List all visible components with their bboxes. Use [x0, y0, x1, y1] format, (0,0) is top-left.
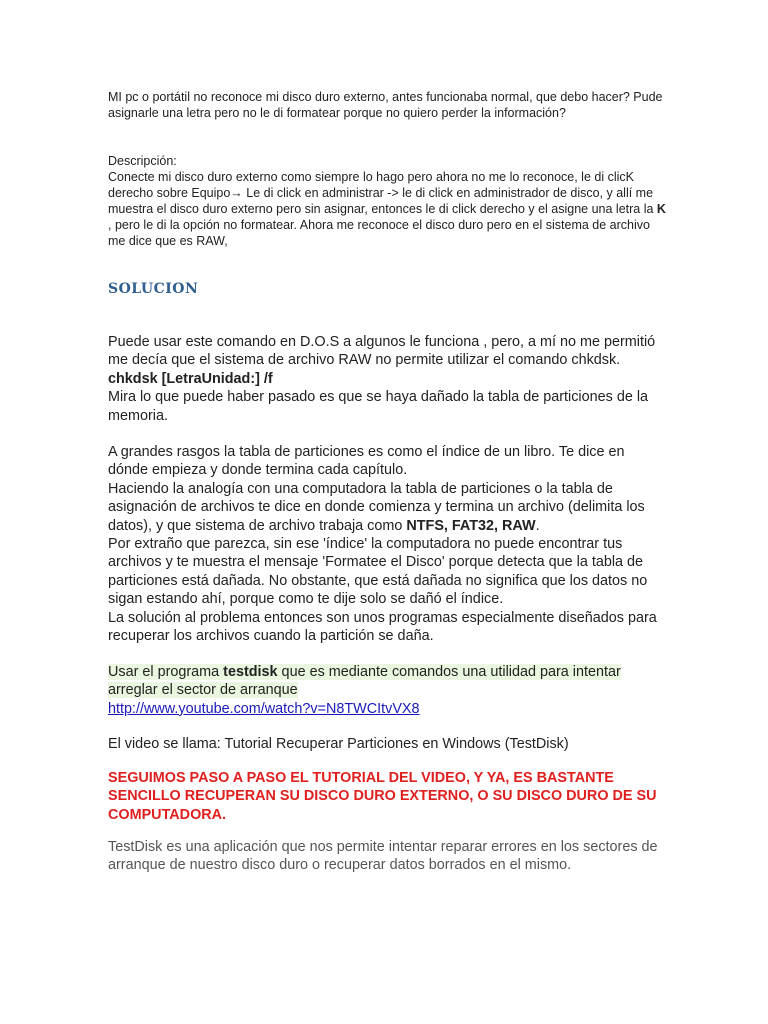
chkdsk-command [108, 370, 668, 388]
paragraph-index: A grandes rasgos la tabla de particiones es como el índice de un libro. Te dice en dónde empieza y donde termina cada capítulo. [108, 444, 625, 479]
question-paragraph: MI pc o portátil no reconoce mi disco duro externo, antes funcionaba normal, que debo hacer? Pude asignarle una letra pero no le di formatear porque no quiero perder la información? [108, 90, 663, 120]
description-paragraph [108, 169, 668, 249]
youtube-link[interactable]: http://www.youtube.com/watch?v=N8TWCItvVX8 [108, 700, 420, 717]
analogy-end: . [535, 517, 540, 534]
paragraph-format: Por extraño que parezca, sin ese 'índice' la computadora no puede encontrar tus archivos y te muestra el mensaje 'Formatee el Disco' porque detecta que la tabla de particiones está dañada. No obstante, que está dañada no significa que los datos no sigan estando ahí, porque como te dije solo se dañó el índice. [108, 536, 648, 608]
testdisk-name: testdisk [223, 664, 278, 680]
spacer [108, 425, 668, 443]
solution-body [108, 333, 668, 646]
description-section [108, 153, 668, 249]
solution-title: SOLUCION [108, 281, 199, 297]
paragraph-dos: Puede usar este comando en D.O.S a algunos le funciona , pero, a mí no me permitió me decía que el sistema de archivo RAW no permite utilizar el comando chkdsk. [108, 334, 656, 369]
description-text-1: Conecte mi disco duro externo como siempre lo hago pero ahora no me lo reconoce, le di clicK derecho sobre Equipo→ Le di click en administrar -> le di click en administrador de disco, y allí me muestra el disco duro externo pero sin asignar, entonces le di click derecho y el asigne una letra la [108, 170, 657, 216]
paragraph-analogy [108, 480, 668, 535]
video-title: El video se llama: Tutorial Recuperar Particiones en Windows (TestDisk) [108, 736, 569, 752]
highlight-text-2: que es mediante comandos una utilidad para intentar arreglar el sector de arranque [108, 664, 621, 699]
drive-letter: K [656, 202, 666, 216]
analogy-text: Haciendo la analogía con una computadora la tabla de particiones o la tabla de asignación de archivos te dice en donde comienza y termina un archivo (delimita los datos), y que sistema de archivo trabaja como [108, 480, 645, 534]
paragraph-damage: Mira lo que puede haber pasado es que se haya dañado la tabla de particiones de la memoria. [108, 389, 649, 424]
red-note: SEGUIMOS PASO A PASO EL TUTORIAL DEL VIDEO, Y YA, ES BASTANTE SENCILLO RECUPERAN SU DISCO DURO EXTERNO, O SU DISCO DURO DE SU COMPUTADORA. [108, 770, 657, 823]
testdisk-highlight [108, 663, 668, 700]
description-text-2: , pero le di la opción no formatear. Ahora me reconoce el disco duro pero en el sistema de archivo me dice que es RAW, [108, 218, 650, 248]
description-label: Descripción: [108, 154, 177, 168]
testdisk-description: TestDisk es una aplicación que nos permite intentar reparar errores en los sectores de arranque de nuestro disco duro o recuperar datos borrados en el mismo. [108, 839, 658, 874]
testdisk-section [108, 663, 668, 718]
filesystem-names: NTFS, FAT32, RAW [406, 517, 536, 534]
highlight-text-1: Usar el programa [108, 664, 224, 680]
chkdsk-command-text: chkdsk [LetraUnidad:] /f [108, 370, 273, 387]
paragraph-solution: La solución al problema entonces son unos programas especialmente diseñados para recuperar los archivos cuando la partición se daña. [108, 609, 657, 645]
